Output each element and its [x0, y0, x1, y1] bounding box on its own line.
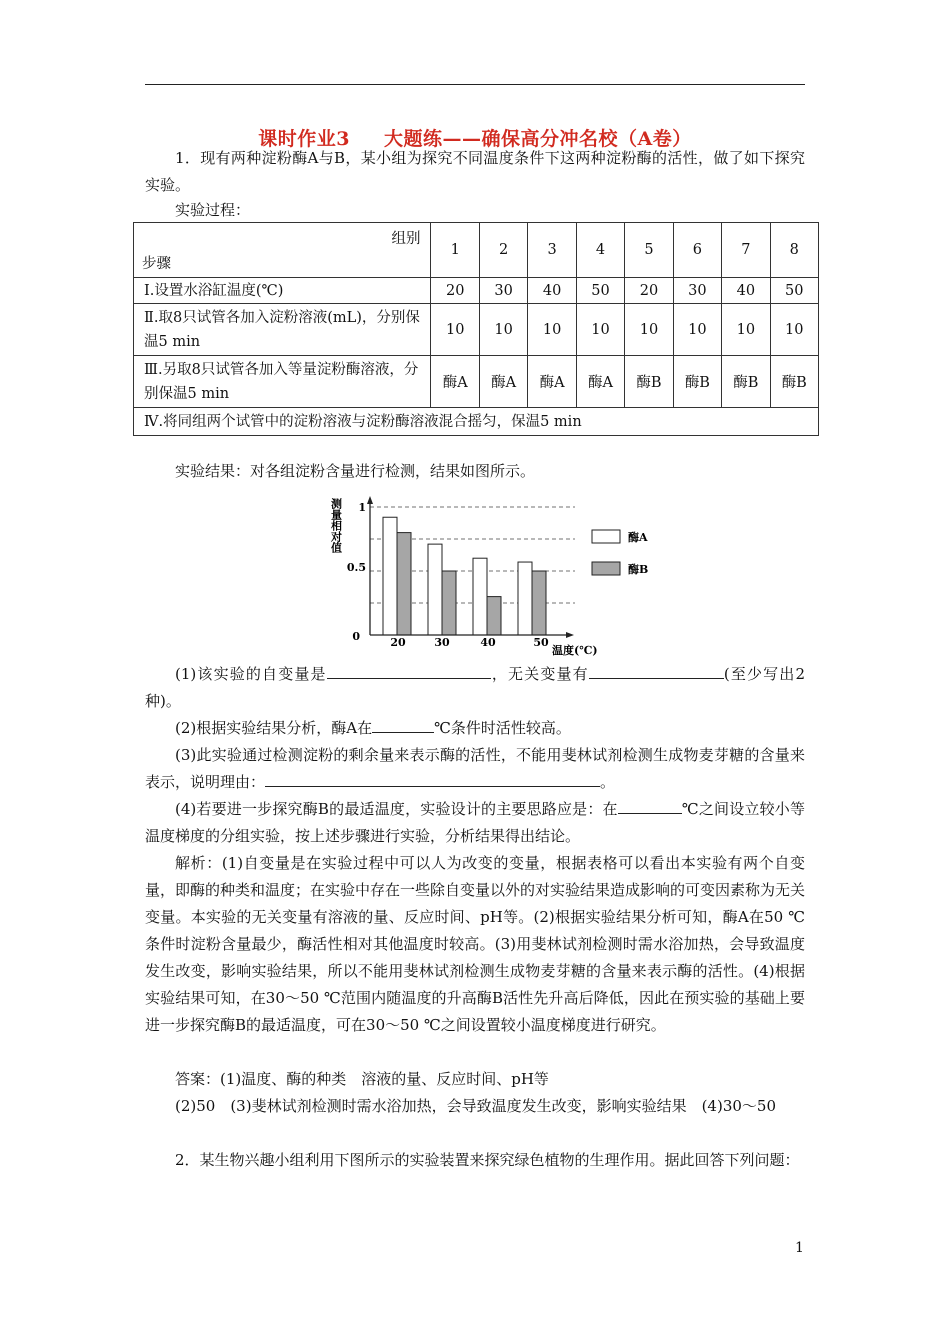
- table-row: [134, 408, 819, 436]
- process-label: 实验过程：: [175, 201, 251, 219]
- table-cell: 10: [528, 304, 576, 356]
- q1-text-b: ，无关变量有: [490, 665, 589, 683]
- bar-enzyme-a: [473, 558, 487, 635]
- corner-cell: [134, 223, 431, 278]
- answer-blank[interactable]: [265, 769, 600, 787]
- table-cell: 40: [722, 278, 770, 304]
- bar-enzyme-b: [442, 571, 456, 635]
- q3-text-b: 。: [600, 773, 616, 791]
- step-cell: Ⅰ.设置水浴缸温度(℃): [134, 278, 431, 304]
- legend-swatch-b: [592, 562, 620, 575]
- step-cell-final: Ⅳ.将同组两个试管中的淀粉溶液与淀粉酶溶液混合摇匀，保温5 min: [134, 408, 819, 436]
- question-2: [145, 715, 805, 742]
- q1-text-a: (1)该实验的自变量是: [175, 665, 327, 683]
- table-cell: 酶A: [431, 356, 479, 408]
- y-axis-arrow: [367, 496, 373, 504]
- table-row: [134, 278, 819, 304]
- table-cell: 酶B: [770, 356, 818, 408]
- question-3: [145, 742, 805, 796]
- table-row: [134, 356, 819, 408]
- group-header: 5: [625, 223, 673, 278]
- y-tick-label: 0.5: [346, 561, 366, 574]
- table-cell: 10: [576, 304, 624, 356]
- corner-top-label: 组别: [391, 231, 421, 247]
- x-axis-label: 温度(℃): [552, 644, 598, 657]
- legend-label-b: 酶B: [628, 563, 649, 576]
- q1-text-c: (至少写出2种)。: [145, 665, 806, 710]
- x-axis-arrow: [566, 632, 574, 638]
- result-text: 实验结果：对各组淀粉含量进行检测，结果如图所示。: [175, 462, 536, 480]
- answer-line-2: (2)50 (3)斐林试剂检测时需水浴加热，会导致温度发生改变，影响实验结果 (4)30～50: [175, 1097, 777, 1115]
- title-left: 课时作业3: [258, 128, 350, 150]
- bar-enzyme-b: [397, 533, 411, 635]
- q3-text-a: (3)此实验通过检测淀粉的剩余量来表示酶的活性，不能用斐林试剂检测生成物麦芽糖的含量来表示，说明理由：: [145, 746, 805, 791]
- table-cell: 50: [770, 278, 818, 304]
- answer-blank[interactable]: [589, 661, 724, 679]
- bar-enzyme-b: [532, 571, 546, 635]
- q4-text-a: (4)若要进一步探究酶B的最适温度，实验设计的主要思路应是：在: [175, 800, 618, 818]
- table-cell: 10: [673, 304, 721, 356]
- group-header: 7: [722, 223, 770, 278]
- bar-enzyme-a: [518, 562, 532, 635]
- table-cell: 酶A: [528, 356, 576, 408]
- group-header: 2: [479, 223, 527, 278]
- q2-text-b: ℃条件时活性较高。: [434, 719, 571, 737]
- q2-text-a: (2)根据实验结果分析，酶A在: [175, 719, 373, 737]
- answer-blank[interactable]: [618, 796, 682, 814]
- step-cell: Ⅲ.另取8只试管各加入等量淀粉酶溶液，分别保温5 min: [134, 356, 431, 408]
- group-header: 4: [576, 223, 624, 278]
- answer-blank[interactable]: [372, 715, 434, 733]
- question-4: [145, 796, 805, 850]
- table-cell: 40: [528, 278, 576, 304]
- q2-intro: 2．某生物兴趣小组利用下图所示的实验装置来探究绿色植物的生理作用。据此回答下列问题：: [175, 1151, 800, 1169]
- bar-enzyme-a: [428, 544, 442, 635]
- table-cell: 10: [770, 304, 818, 356]
- y-axis-label: 测量相对值: [330, 498, 343, 553]
- x-tick-label: 30: [434, 636, 450, 649]
- table-cell: 20: [625, 278, 673, 304]
- group-header: 1: [431, 223, 479, 278]
- title-right: 大题练——确保高分冲名校（A卷）: [383, 128, 692, 150]
- group-header: 6: [673, 223, 721, 278]
- q4-text-b: ℃之间设立较小等温度梯度的分组实验，按上述步骤进行实验，分析结果得出结论。: [145, 800, 805, 845]
- analysis: 解析：(1)自变量是在实验过程中可以人为改变的变量，根据表格可以看出本实验有两个自变量，即酶的种类和温度；在实验中存在一些除自变量以外的对实验结果造成影响的可变因素称为无关变量。本实验的无关变量有溶液的量、反应时间、pH等。(2)根据实验结果分析可知，酶A在50 ℃条件时淀粉含量最少，酶活性相对其他温度时较高。(3)用斐林试剂检测时需水浴加热，会导致温度发生改变，影响实验结果，所以不能用斐林试剂检测生成物麦芽糖的含量来表示酶的活性。(4)根据实验结果可知，在30～50 ℃范围内随温度的升高酶B活性先升高后降低，因此在预实验的基础上要进一步探究酶B的最适温度，可在30～50 ℃之间设置较小温度梯度进行研究。: [145, 854, 806, 1034]
- table-row: [134, 304, 819, 356]
- x-tick-label: 50: [533, 636, 549, 649]
- page-number: 1: [795, 1240, 804, 1256]
- table-cell: 酶B: [673, 356, 721, 408]
- table-cell: 30: [479, 278, 527, 304]
- group-header: 3: [528, 223, 576, 278]
- legend-swatch-a: [592, 530, 620, 543]
- y-tick-label: 1: [358, 501, 366, 514]
- table-cell: 10: [431, 304, 479, 356]
- corner-bottom-label: 步骤: [142, 256, 171, 272]
- header-rule: [145, 84, 805, 85]
- table-cell: 酶B: [722, 356, 770, 408]
- step-cell: Ⅱ.取8只试管各加入淀粉溶液(mL)，分别保温5 min: [134, 304, 431, 356]
- table-cell: 酶B: [625, 356, 673, 408]
- legend-label-a: 酶A: [628, 531, 648, 544]
- answer-blank[interactable]: [327, 661, 491, 679]
- bar-enzyme-b: [487, 597, 501, 635]
- table-cell: 50: [576, 278, 624, 304]
- procedure-table: [133, 222, 819, 436]
- table-header-row: [134, 223, 819, 278]
- answer-line-1: 答案：(1)温度、酶的种类 溶液的量、反应时间、pH等: [175, 1070, 549, 1088]
- question-1: [145, 661, 805, 715]
- table-cell: 10: [722, 304, 770, 356]
- bar-enzyme-a: [383, 517, 397, 635]
- group-header: 8: [770, 223, 818, 278]
- table-cell: 20: [431, 278, 479, 304]
- table-cell: 10: [625, 304, 673, 356]
- table-cell: 酶A: [479, 356, 527, 408]
- bar-chart: [330, 488, 690, 660]
- x-tick-label: 40: [480, 636, 496, 649]
- q1-intro: 1．现有两种淀粉酶A与B，某小组为探究不同温度条件下这两种淀粉酶的活性，做了如下探究实验。: [145, 149, 805, 194]
- table-cell: 30: [673, 278, 721, 304]
- table-cell: 酶A: [576, 356, 624, 408]
- x-tick-label: 20: [390, 636, 406, 649]
- table-cell: 10: [479, 304, 527, 356]
- y-tick-label: 0: [352, 630, 360, 643]
